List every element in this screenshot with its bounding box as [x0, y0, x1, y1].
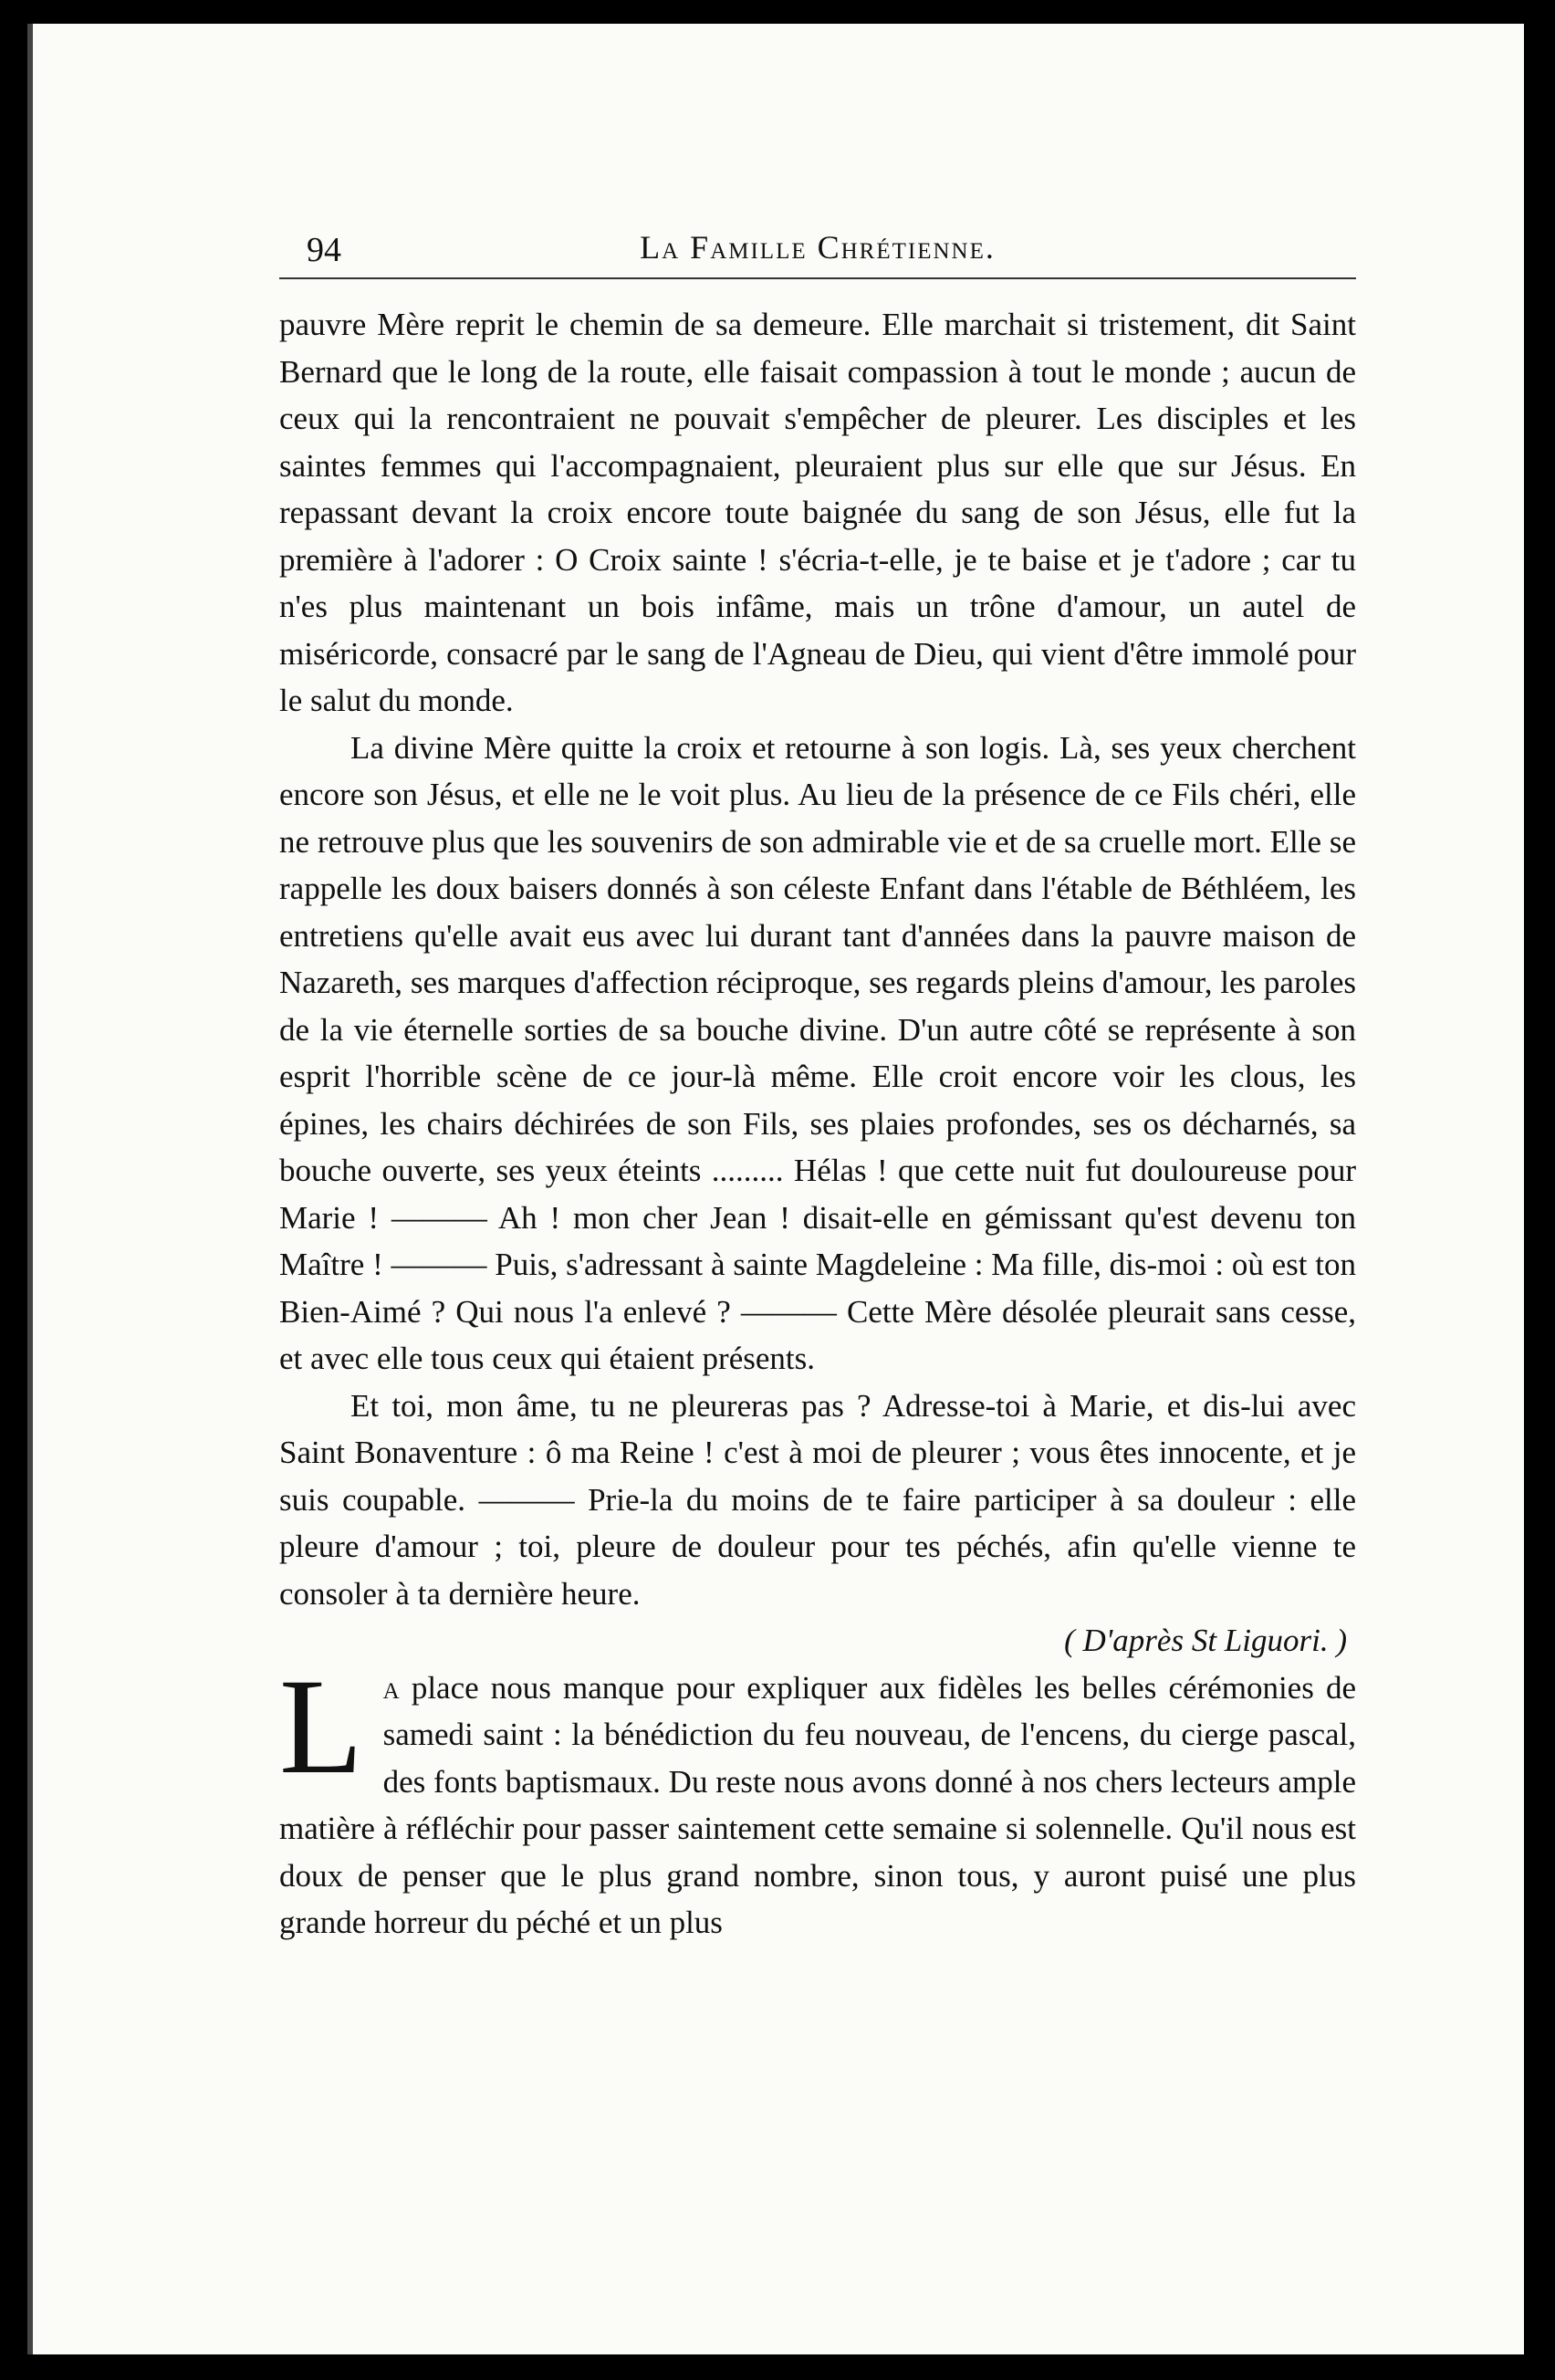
- paragraph-3: Et toi, mon âme, tu ne pleureras pas ? Adresse-toi à Marie, et dis-lui avec Saint Bonaventure : ô ma Reine ! c'est à moi de pleurer ; vous êtes innocente, et je suis coupable. ——— Prie-la du moins de te faire participer à sa douleur : elle pleure d'amour ; toi, pleure de douleur pour tes péchés, afin qu'elle vienne te consoler à ta dernière heure.: [279, 1387, 1356, 1612]
- attribution: ( D'après St Liguori. ): [1064, 1623, 1347, 1658]
- scan-border-right: [1524, 0, 1555, 2380]
- drop-cap: L: [279, 1650, 363, 1802]
- final-paragraph: [279, 1650, 1356, 1947]
- header-rule: [279, 277, 1356, 279]
- page-header: [279, 215, 1356, 270]
- running-head: La Famille Chrétienne.: [640, 229, 996, 266]
- body-text: [279, 301, 1356, 1947]
- paragraph-1: pauvre Mère reprit le chemin de sa demeure. Elle marchait si tristement, dit Saint Bernard que le long de la route, elle faisait compassion à tout le monde ; aucun de ceux qui la rencontraient ne pouvait s'empêcher de pleurer. Les disciples et les saintes femmes qui l'accompagnaient, pleuraient plus sur elle que sur Jésus. En repassant devant la croix encore toute baignée du sang de son Jésus, elle fut la première à l'adorer : O Croix sainte ! s'écria-t-elle, je te baise et je t'adore ; car tu n'es plus maintenant un bois infâme, mais un trône d'amour, un autel de miséricorde, consacré par le sang de l'Agneau de Dieu, qui vient d'être immolé pour le salut du monde.: [279, 307, 1356, 718]
- final-paragraph-text: place nous manque pour expliquer aux fidèles les belles cérémonies de samedi saint : la bénédiction du feu nouveau, de l'encens, du cierge pascal, des fonts baptismaux. Du reste nous avons donné à nos chers lecteurs ample matière à réfléchir pour passer saintement cette semaine si solennelle. Qu'il nous est doux de penser que le plus grand nombre, sinon tous, y auront puisé une plus grande horreur du péché et un plus: [279, 1669, 1356, 1940]
- page-number: 94: [307, 231, 341, 269]
- final-paragraph-lead: a: [382, 1669, 400, 1706]
- paragraph-2: La divine Mère quitte la croix et retourne à son logis. Là, ses yeux cherchent encore son Jésus, et elle ne le voit plus. Au lieu de la présence de ce Fils chéri, elle ne retrouve plus que les souvenirs de son admirable vie et de sa cruelle mort. Elle se rappelle les doux baisers donnés à son céleste Enfant dans l'étable de Béthléem, les entretiens qu'elle avait eus avec lui durant tant d'années dans la pauvre maison de Nazareth, ses marques d'affection réciproque, ses regards pleins d'amour, les paroles de la vie éternelle sorties de sa bouche divine. D'un autre côté se représente à son esprit l'horrible scène de ce jour-là même. Elle croit encore voir les clous, les épines, les chairs déchirées de son Fils, ses plaies profondes, ses os décharnés, sa bouche ouverte, ses yeux éteints ......... Hélas ! que cette nuit fut douloureuse pour Marie ! ——— Ah ! mon cher Jean ! disait-elle en gémissant qu'est devenu ton Maître ! ——— Puis, s'adressant à sainte Magdeleine : Ma fille, dis-moi : où est ton Bien-Aimé ? Qui nous l'a enlevé ? ——— Cette Mère désolée pleurait sans cesse, et avec elle tous ceux qui étaient présents.: [279, 729, 1356, 1376]
